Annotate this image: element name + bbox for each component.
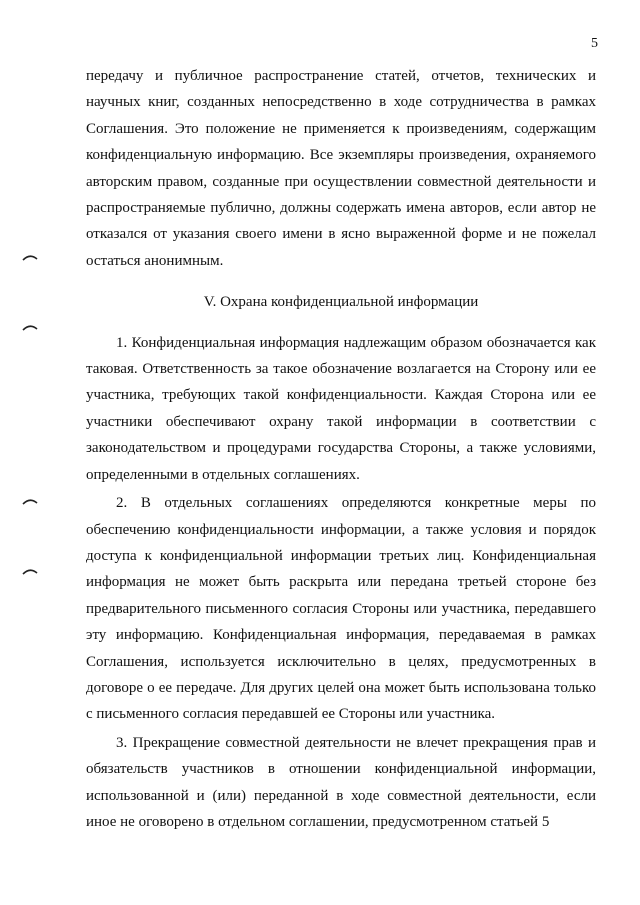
paragraph-2: 2. В отдельных соглашениях определяются конкретные меры по обеспечению конфиденциальности информации, а также условия и порядок доступа к конфиденциальной информации третьих лиц. Конфиденциальная информация не может быть раскрыта или передана третьей стороне без предварительного письменного согласия Стороны или участника, передавшего эту информацию. Конфиденциальная информация, передаваемая в рамках Соглашения, используется исключительно в целях, предусмотренных в договоре о ее передаче. Для других целей она может быть использована только с письменного согласия передавшей ее Стороны или участника.	[86, 495, 596, 723]
section-heading: V. Охрана конфиденциальной информации	[203, 294, 479, 311]
binding-hole-arc-icon	[22, 253, 38, 261]
paragraph-3: 3. Прекращение совместной деятельности не влечет прекращения прав и обязательств участников в отношении конфиденциальной информации, использованной и (или) переданной в ходе совместной деятельности, если иное не оговорено в отдельном соглашении, предусмотренном статьей 5	[86, 734, 596, 830]
document-body	[86, 63, 596, 835]
binding-hole-arc-icon	[22, 323, 38, 331]
binding-hole-arc-icon	[22, 567, 38, 575]
page-number: 5	[591, 36, 598, 51]
paragraph-intro: передачу и публичное распространение статей, отчетов, технических и научных книг, созданных непосредственно в ходе сотрудничества в рамках Соглашения. Это положение не применяется к произведениям, содержащим конфиденциальную информацию. Все экземпляры произведения, охраняемого авторским правом, созданные при осуществлении совместной деятельности и распространяемые публично, должны содержать имена авторов, если автор не отказался от указания своего имени в ясно выраженной форме и не пожелал остаться анонимным.	[86, 68, 596, 269]
binding-hole-arc-icon	[22, 497, 38, 505]
paragraph-1: 1. Конфиденциальная информация надлежащим образом обозначается как таковая. Ответственность за такое обозначение возлагается на Сторону или ее участника, требующих такой конфиденциальности. Каждая Сторона или ее участники обеспечивают охрану такой информации в соответствии с законодательством и процедурами государства Стороны, а также условиями, определенными в отдельных соглашениях.	[86, 334, 596, 483]
